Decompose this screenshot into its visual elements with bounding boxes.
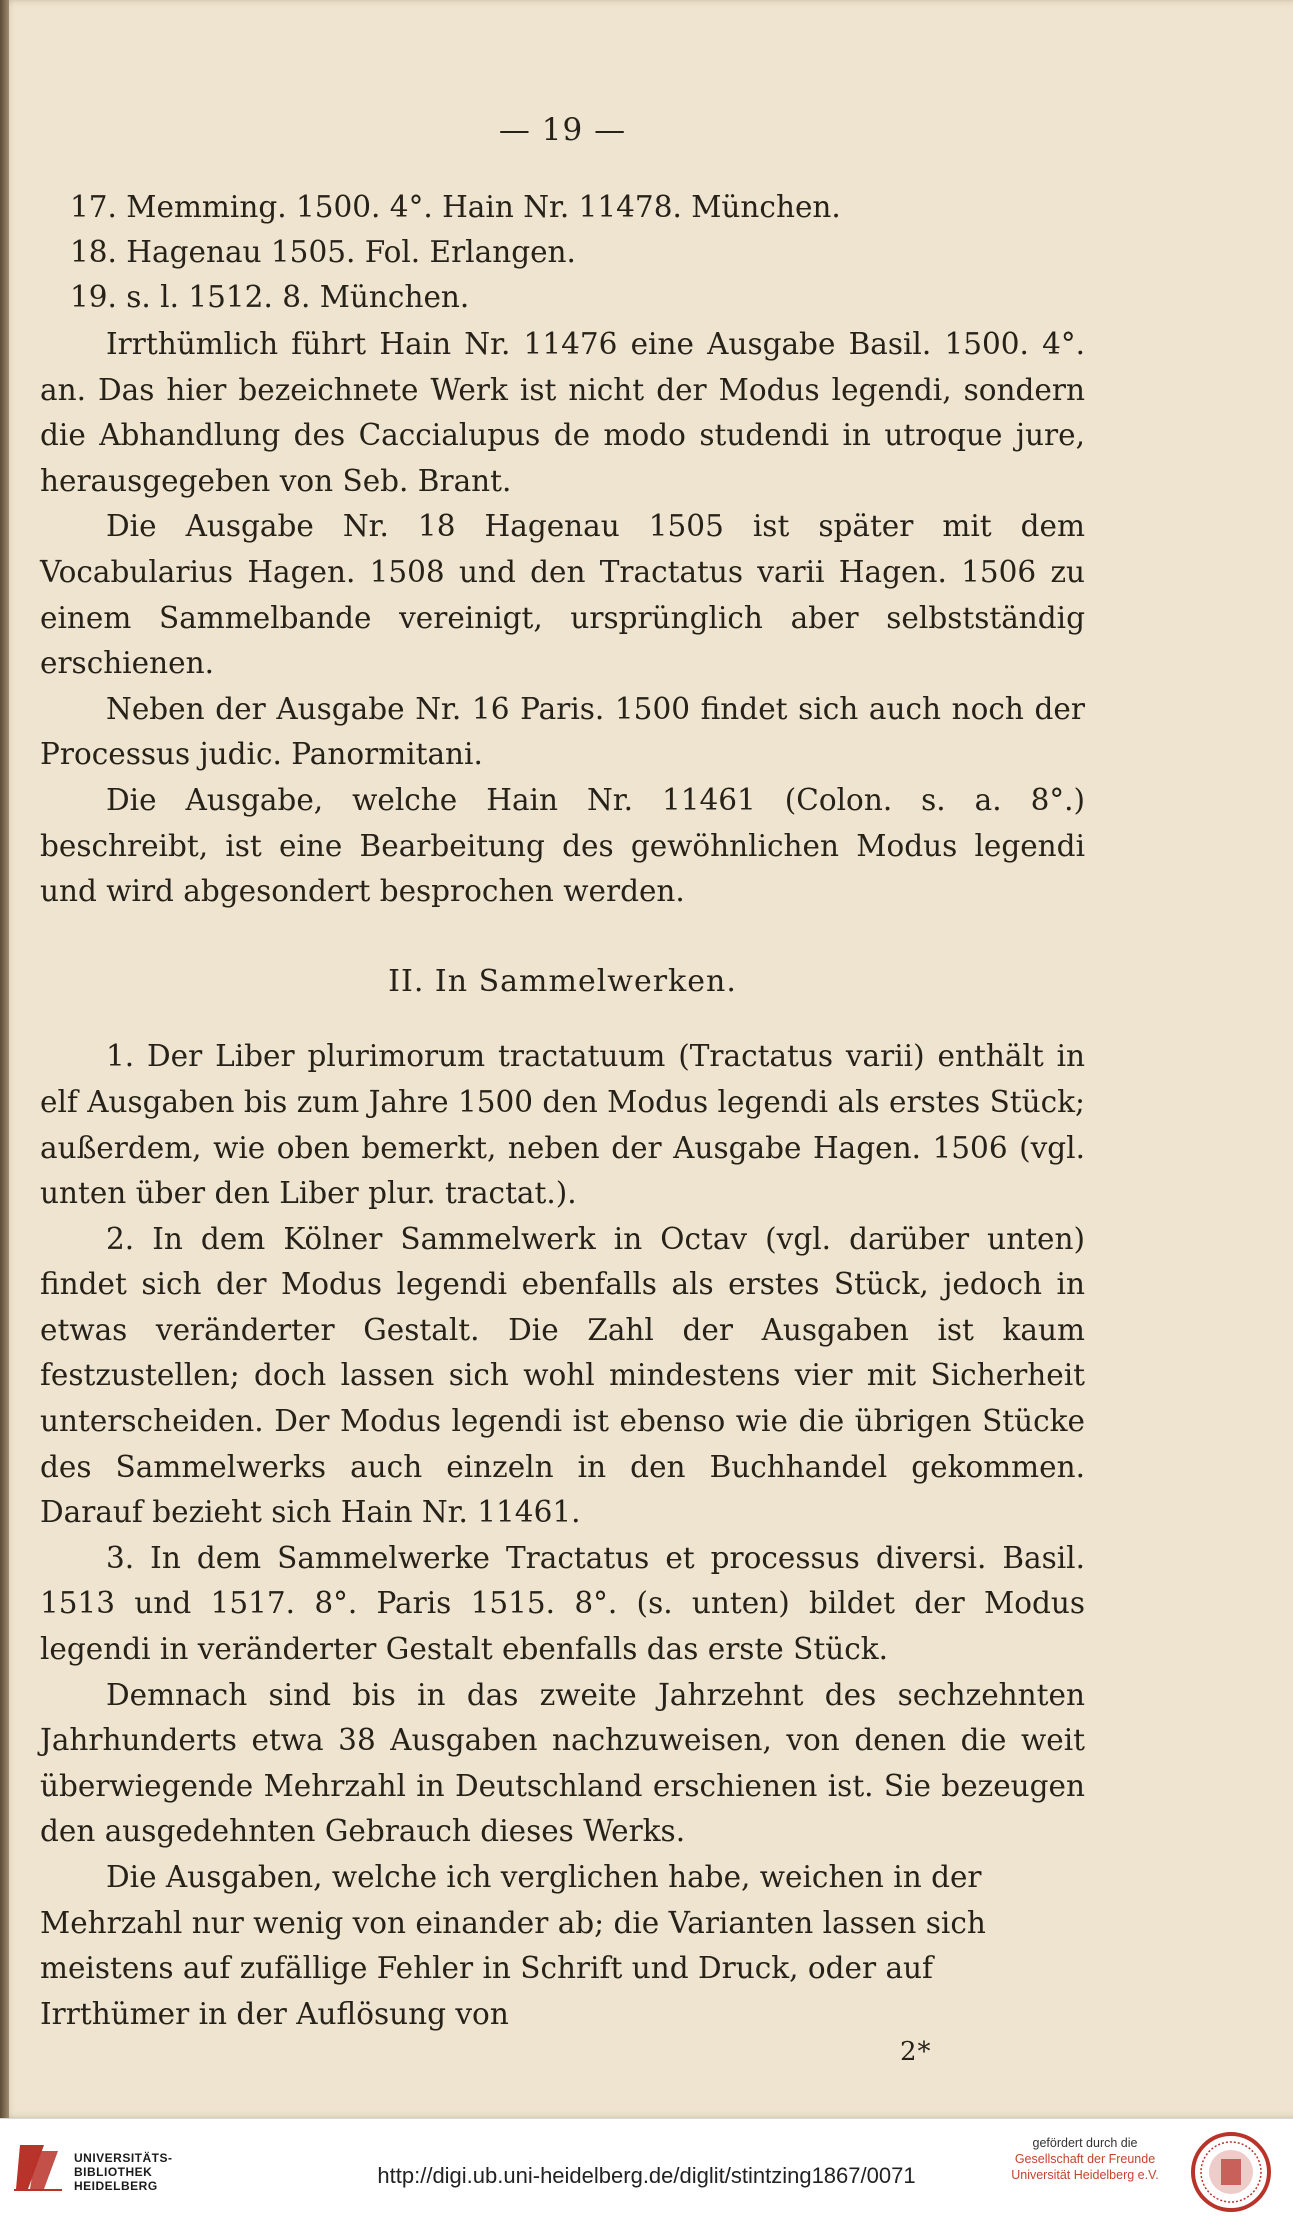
- funding-label: gefördert durch die: [1032, 2136, 1138, 2150]
- funding-note: [1000, 2135, 1170, 2183]
- paragraph: 1. Der Liber plurimorum tractatuum (Tractatus varii) enthält in elf Ausgaben bis zum Jahre 1500 den Modus legendi als erstes Stück; außerdem, wie oben bemerkt, neben der Ausgabe Hagen. 1506 (vgl. unten über den Liber plur. tractat.).: [40, 1039, 1085, 1211]
- library-name-line: HEIDELBERG: [74, 2179, 158, 2193]
- university-seal-icon: [1190, 2131, 1272, 2213]
- funding-org-line: Gesellschaft der Freunde: [1014, 2152, 1156, 2166]
- funding-org-line: Universität Heidelberg e.V.: [1011, 2168, 1159, 2182]
- section-heading: II. In Sammelwerken.: [388, 963, 737, 999]
- library-name-line: UNIVERSITÄTS-: [74, 2151, 173, 2165]
- library-name-line: BIBLIOTHEK: [74, 2165, 153, 2179]
- paragraph: 3. In dem Sammelwerke Tractatus et processus diversi. Basil. 1513 und 1517. 8°. Paris 1515. 8°. (s. unten) bildet der Modus legendi in veränderter Gestalt ebenfalls das erste Stück.: [40, 1540, 1085, 1667]
- edition-entry-19: 19. s. l. 1512. 8. München.: [70, 280, 470, 314]
- edition-list: [70, 185, 1070, 320]
- paragraph: Neben der Ausgabe Nr. 16 Paris. 1500 findet sich auch noch der Processus judic. Panormitani.: [40, 691, 1085, 772]
- source-url-link[interactable]: http://digi.ub.uni-heidelberg.de/diglit/stintzing1867/0071: [377, 2163, 916, 2188]
- paragraph: Die Ausgabe, welche Hain Nr. 11461 (Colon. s. a. 8°.) beschreibt, ist eine Bearbeitung des gewöhnlichen Modus legendi und wird abgesondert besprochen werden.: [40, 782, 1085, 909]
- signature-mark: 2*: [900, 2037, 932, 2067]
- edition-entry-18: 18. Hagenau 1505. Fol. Erlangen.: [70, 235, 576, 269]
- paragraph: Die Ausgaben, welche ich verglichen habe, weichen in der Mehrzahl nur wenig von einander ab; die Varianten lassen sich meistens auf zufällige Fehler in Schrift und Druck, oder auf Irrthümer in der Auflösung von: [40, 1860, 986, 2031]
- paragraph: 2. In dem Kölner Sammelwerk in Octav (vgl. darüber unten) findet sich der Modus legendi ebenfalls als erstes Stück, jedoch in etwas veränderter Gestalt. Die Zahl der Ausgaben ist kaum festzustellen; doch lassen sich wohl mindestens vier mit Sicherheit unterscheiden. Der Modus legendi ist ebenso wie die übrigen Stücke des Sammelwerks auch einzeln in den Buchhandel gekommen. Darauf bezieht sich Hain Nr. 11461.: [40, 1221, 1085, 1530]
- edition-entry-17: 17. Memming. 1500. 4°. Hain Nr. 11478. München.: [70, 190, 841, 224]
- paragraph: Irrthümlich führt Hain Nr. 11476 eine Ausgabe Basil. 1500. 4°. an. Das hier bezeichnete Werk ist nicht der Modus legendi, sondern die Abhandlung des Caccialupus de modo studendi in utroque jure, herausgegeben von Seb. Brant.: [40, 327, 1085, 498]
- paragraph: Die Ausgabe Nr. 18 Hagenau 1505 ist später mit dem Vocabularius Hagen. 1508 und den Tractatus varii Hagen. 1506 zu einem Sammelbande vereinigt, ursprünglich aber selbstständig erschienen.: [40, 509, 1085, 681]
- footer-bar: [0, 2118, 1293, 2222]
- page-number: — 19 —: [498, 112, 627, 148]
- paragraph: Demnach sind bis in das zweite Jahrzehnt des sechzehnten Jahrhunderts etwa 38 Ausgaben nachzuweisen, von denen die weit überwiegende Mehrzahl in Deutschland erschienen ist. Sie bezeugen den ausgedehnten Gebrauch dieses Werks.: [40, 1677, 1085, 1849]
- body-text: [40, 322, 1085, 2037]
- book-spine-shadow: [0, 0, 9, 2118]
